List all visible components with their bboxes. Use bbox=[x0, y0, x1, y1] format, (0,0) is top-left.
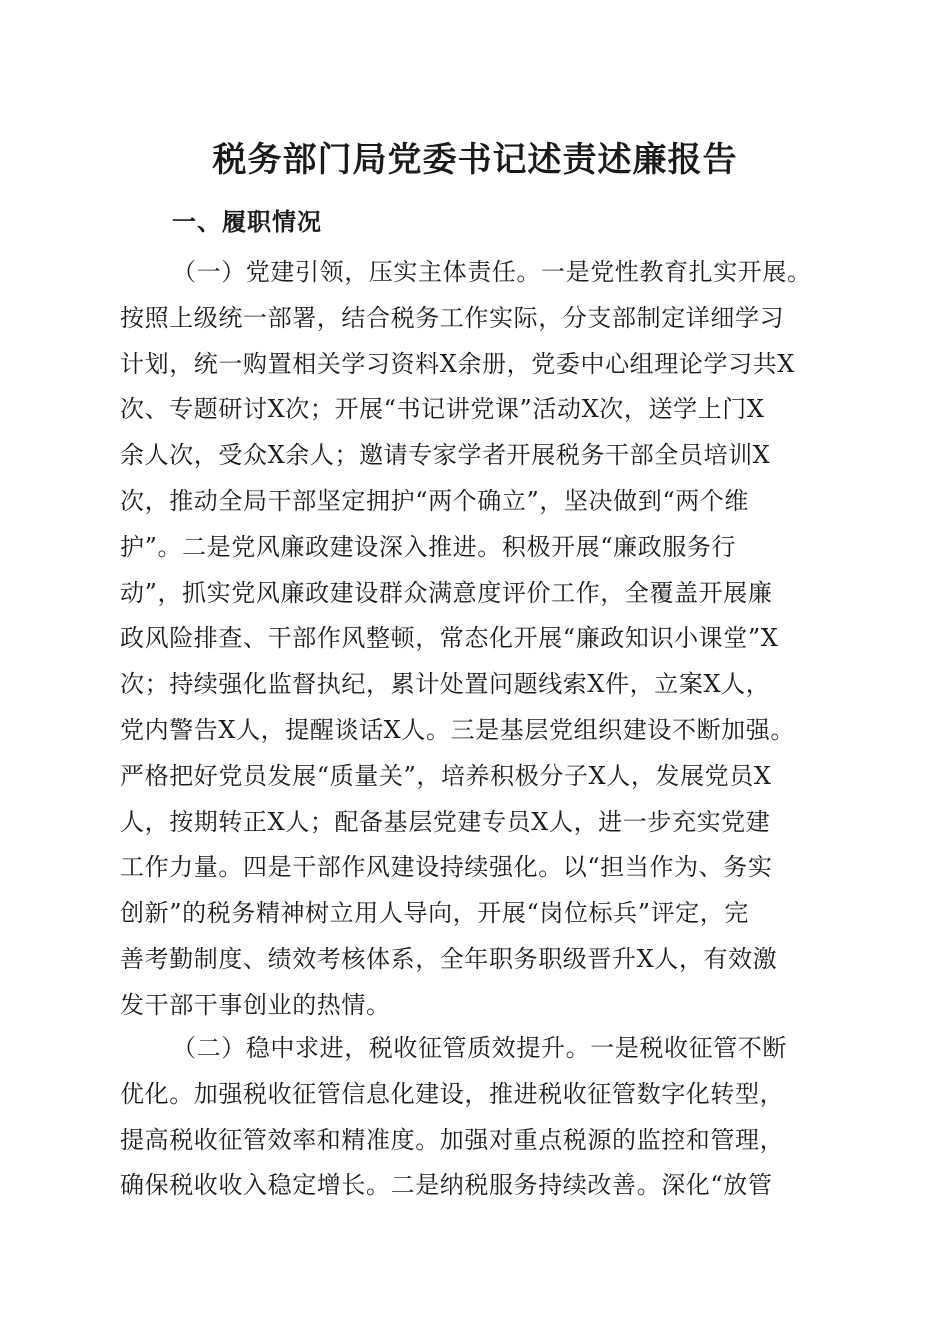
text-line: （一）党建引领，压实主体责任。一是党性教育扎实开展。 bbox=[172, 258, 812, 286]
text-line: 余人次，受众X余人；邀请专家学者开展税务干部全员培训X bbox=[120, 441, 771, 470]
text-line: （二）稳中求进，税收征管质效提升。一是税收征管不断 bbox=[172, 1034, 787, 1062]
text-line: 次；持续强化监督执纪，累计处置问题线索X件，立案X人， bbox=[120, 670, 771, 699]
text-line: 工作力量。四是干部作风建设持续强化。以“担当作为、务实 bbox=[120, 853, 773, 882]
text-line: 次，推动全局干部坚定拥护“两个确立”，坚决做到“两个维 bbox=[120, 486, 750, 515]
text-line: 人，按期转正X人；配备基层党建专员X人，进一步充实党建 bbox=[120, 807, 771, 836]
text-line: 严格把好党员发展“质量关”，培养积极分子X人，发展党员X bbox=[120, 761, 772, 790]
text-line: 发干部干事创业的热情。 bbox=[120, 990, 391, 1019]
text-line: 护”。二是党风廉政建设深入推进。积极开展“廉政服务行 bbox=[120, 532, 737, 561]
text-line: 善考勤制度、绩效考核体系，全年职务职级晋升X人，有效激 bbox=[120, 944, 778, 973]
text-line: 计划，统一购置相关学习资料X余册，党委中心组理论学习共X bbox=[120, 349, 795, 378]
text-line: 创新”的税务精神树立用人导向，开展“岗位标兵”评定，完 bbox=[120, 899, 750, 928]
document-title: 税务部门局党委书记述责述廉报告 bbox=[212, 140, 738, 180]
text-line: 确保税收收入稳定增长。二是纳税服务持续改善。深化“放管 bbox=[120, 1171, 773, 1200]
text-line: 提高税收征管效率和精准度。加强对重点税源的监控和管理， bbox=[120, 1125, 785, 1154]
text-line: 政风险排查、干部作风整顿，常态化开展“廉政知识小课堂”X bbox=[120, 624, 779, 653]
text-line: 按照上级统一部署，结合税务工作实际，分支部制定详细学习 bbox=[120, 303, 785, 332]
text-line: 党内警告X人，提醒谈话X人。三是基层党组织建设不断加强。 bbox=[120, 715, 795, 744]
paragraph-party-building bbox=[120, 250, 840, 1029]
text-line: 次、专题研讨X次；开展“书记讲党课”活动X次，送学上门X bbox=[120, 395, 765, 424]
text-line: 动”，抓实党风廉政建设群众满意度评价工作，全覆盖开展廉 bbox=[120, 578, 773, 607]
text-line: 优化。加强税收征管信息化建设，推进税收征管数字化转型， bbox=[120, 1079, 785, 1108]
section-heading: 一、履职情况 bbox=[172, 207, 322, 236]
paragraph-tax-collection bbox=[120, 1026, 840, 1209]
